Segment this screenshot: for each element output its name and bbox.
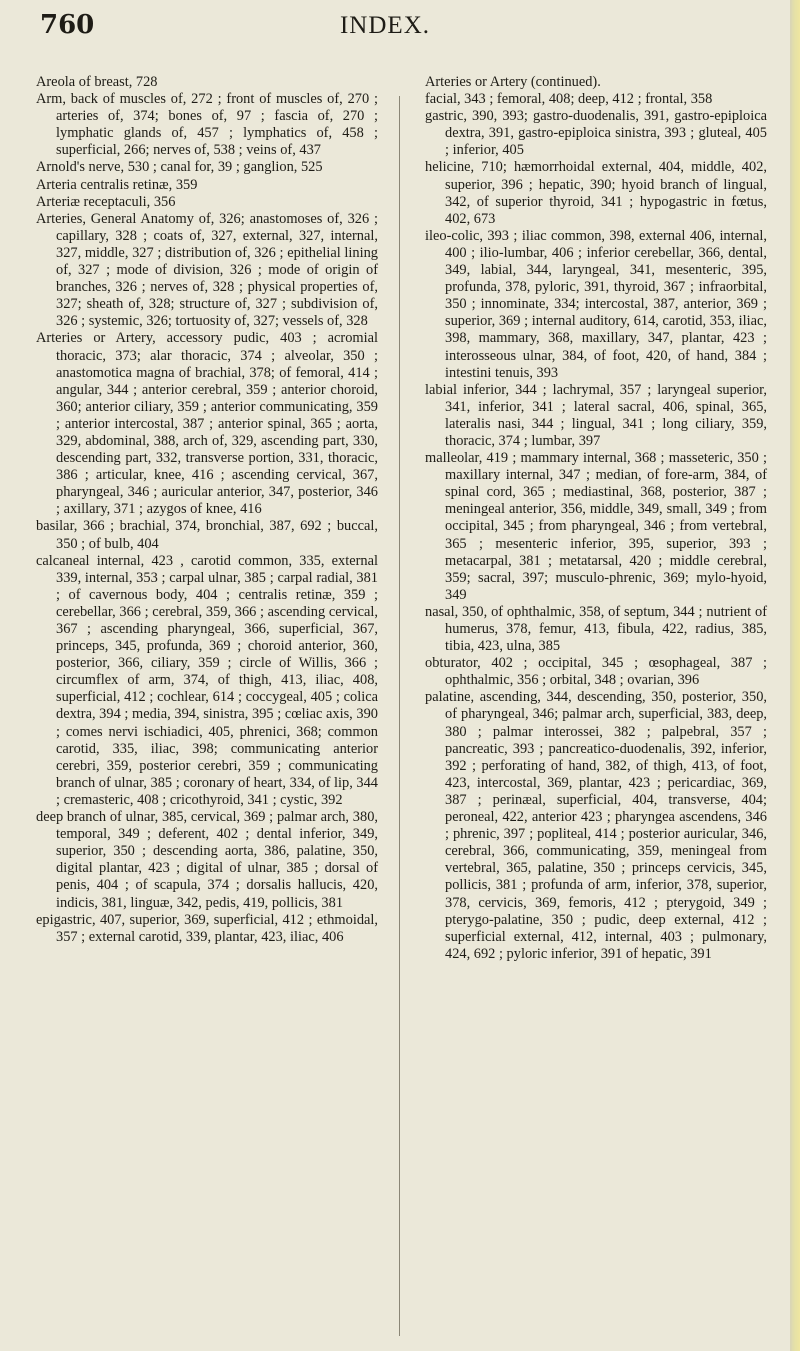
index-entry: calcaneal internal, 423 , carotid common, 335, external 339, internal, 353 ; carpal ulnar, 385 ; carpal radial, 381 ; of cavernous body, 404 ; centralis retinæ, 359 ; cerebellar, 366 ; cerebral, 359, 366 ; ascending cervical, 367 ; ascending pharyngeal, 366, superficial, 367, princeps, 345, profunda, 369 ; choroid anterior, 360, posterior, 366, ciliary, 359 ; circle of Willis, 366 ; circumflex of arm, 374, of thigh, 413, iliac, 408, superficial, 412 ; cochlear, 614 ; coccygeal, 405 ; colica dextra, 394 ; media, 394, sinistra, 395 ; cœliac axis, 390 ; comes nervi ischiadici, 405, phrenici, 368; common carotid, 335, iliac, 398; communicating anterior cerebri, 359, posterior cerebri, 359 ; communicating branch of ulnar, 385 ; coronary of heart, 334, of lip, 344 ; cremasteric, 408 ; cricothyroid, 341 ; cystic, 392 [36,552,378,808]
index-entry: Arteria centralis retinæ, 359 [36,176,198,193]
index-entry: gastric, 390, 393; gastro-duodenalis, 391, gastro-epiploica dextra, 391, gastro-epiploica sinistra, 393 ; gluteal, 405 ; inferior, 405 [425,108,767,159]
index-entry: basilar, 366 ; brachial, 374, bronchial, 387, 692 ; buccal, 350 ; of bulb, 404 [36,518,378,552]
right-column [425,74,767,963]
index-entry: obturator, 402 ; occipital, 345 ; œsophageal, 387 ; ophthalmic, 356 ; orbital, 348 ; ovarian, 396 [425,655,767,689]
index-entry: Arnold's nerve, 530 ; canal for, 39 ; ganglion, 525 [36,159,323,176]
page-number: 760 [40,10,95,40]
left-column [36,74,378,946]
index-entry: nasal, 350, of ophthalmic, 358, of septum, 344 ; nutrient of humerus, 378, femur, 413, fibula, 422, radius, 385, tibia, 423, ulna, 385 [425,603,767,655]
index-entry: epigastric, 407, superior, 369, superficial, 412 ; ethmoidal, 357 ; external carotid, 339, plantar, 423, iliac, 406 [36,911,378,945]
index-entry: helicine, 710; hæmorrhoidal external, 404, middle, 402, superior, 396 ; hepatic, 390; hyoid branch of lingual, 342, of superior thyroid, 341 ; hypogastric in fœtus, 402, 673 [425,159,767,227]
index-columns [36,74,768,1324]
index-entry: Areola of breast, 728 [36,74,158,90]
index-entry: facial, 343 ; femoral, 408; deep, 412 ; frontal, 358 [425,91,713,108]
index-entry: malleolar, 419 ; mammary internal, 368 ; masseteric, 350 ; maxillary internal, 347 ; median, of fore-arm, 384, of spinal cord, 365 ; mediastinal, 368, posterior, 387 ; meningeal anterior, 356, middle, 349, small, 349 ; from occipital, 345 ; from pharyngeal, 346 ; from vertebral, 365 ; mesenteric inferior, 395, superior, 393 ; metacarpal, 381 ; metatarsal, 420 ; middle cerebral, 359; sacral, 397; musculo-phrenic, 369; mylo-hyoid, 349 [425,450,767,603]
index-entry: deep branch of ulnar, 385, cervical, 369 ; palmar arch, 380, temporal, 349 ; deferent, 402 ; dental inferior, 349, superior, 350 ; descending aorta, 386, palatine, 350, digital plantar, 423 ; digital of ulnar, 385 ; dorsal of penis, 404 ; of scapula, 374 ; dorsalis hallucis, 420, indicis, 381, linguæ, 342, pedis, 419, pollicis, 381 [36,809,378,911]
running-head: INDEX. [339,12,430,39]
index-entry: ileo-colic, 393 ; iliac common, 398, external 406, internal, 400 ; ilio-lumbar, 406 ; inferior cerebellar, 366, dental, 349, labial, 344, laryngeal, 341, mesenteric, 395, profunda, 378, pyloric, 391, thyroid, 367 ; infraorbital, 350 ; innominate, 334; intercostal, 387, anterior, 369 ; superior, 369 ; internal auditory, 614, carotid, 353, iliac, 398, mammary, 368, maxillary, 347, plantar, 423 ; interosseous ulnar, 384, of foot, 420, of hand, 384 ; intestini tenuis, 393 [425,227,767,381]
index-entry: Arteriæ receptaculi, 356 [36,193,176,210]
page-header [40,10,730,50]
index-entry-continued-heading: Arteries or Artery (continued). [425,74,601,90]
index-entry: Arteries, General Anatomy of, 326; anastomoses of, 326 ; capillary, 328 ; coats of, 327, external, 327, internal, 327, middle, 327 ; distribution of, 326 ; epithelial lining of, 327 ; mode of division, 326 ; mode of origin of branches, 326 ; nerves of, 328 ; physical properties of, 327; sheath of, 328; structure of, 327 ; subdivision of, 326 ; systemic, 326; tortuosity of, 327; vessels of, 328 [36,210,378,330]
page-edge [790,0,800,1351]
index-entry: labial inferior, 344 ; lachrymal, 357 ; laryngeal superior, 341, inferior, 341 ; lateral sacral, 406, spinal, 365, lateralis nasi, 344 ; lingual, 341 ; long ciliary, 359, thoracic, 374 ; lumbar, 397 [425,381,767,449]
column-divider [399,96,400,1336]
index-entry: palatine, ascending, 344, descending, 350, posterior, 350, of pharyngeal, 346; palmar arch, superficial, 383, deep, 380 ; palmar interossei, 382 ; palpebral, 357 ; pancreatic, 393 ; pancreatico-duodenalis, 392, inferior, 392 ; perforating of hand, 382, of thigh, 413, of foot, 423, intercostal, 369, plantar, 423 ; pericardiac, 369, 387 ; perinæal, superficial, 404, transverse, 404; peroneal, 422, anterior 423 ; pharyngea ascendens, 346 ; phrenic, 397 ; popliteal, 414 ; posterior auricular, 346, cerebral, 366, communicating, 359, meningeal from vertebral, 365, palatine, 350 ; princeps cervicis, 345, pollicis, 381 ; profunda of arm, inferior, 378, superior, 378, cervicis, 369, femoris, 412 ; pterygoid, 349 ; pterygo-palatine, 350 ; pudic, deep external, 412 ; superficial external, 412, internal, 403 ; pulmonary, 424, 692 ; pyloric inferior, 391 of hepatic, 391 [425,689,767,962]
index-entry: Arm, back of muscles of, 272 ; front of muscles of, 270 ; arteries of, 374; bones of, 97 ; fascia of, 270 ; lymphatic glands of, 457 ; lymphatics of, 458 ; superficial, 266; nerves of, 538 ; veins of, 437 [36,91,378,159]
index-entry: Arteries or Artery, accessory pudic, 403 ; acromial thoracic, 373; alar thoracic, 374 ; alveolar, 350 ; anastomotica magna of brachial, 378; of femoral, 414 ; angular, 344 ; anterior cerebral, 359 ; anterior choroid, 360; anterior ciliary, 359 ; anterior communicating, 359 ; anterior intercostal, 387 ; anterior spinal, 365 ; aorta, 329, abdominal, 388, arch of, 329, ascending part, 330, descending part, 332, transverse portion, 331, thoracic, 386 ; articular, knee, 416 ; ascending cervical, 367, pharyngeal, 346 ; auricular anterior, 347, posterior, 346 ; axillary, 371 ; azygos of knee, 416 [36,330,378,518]
